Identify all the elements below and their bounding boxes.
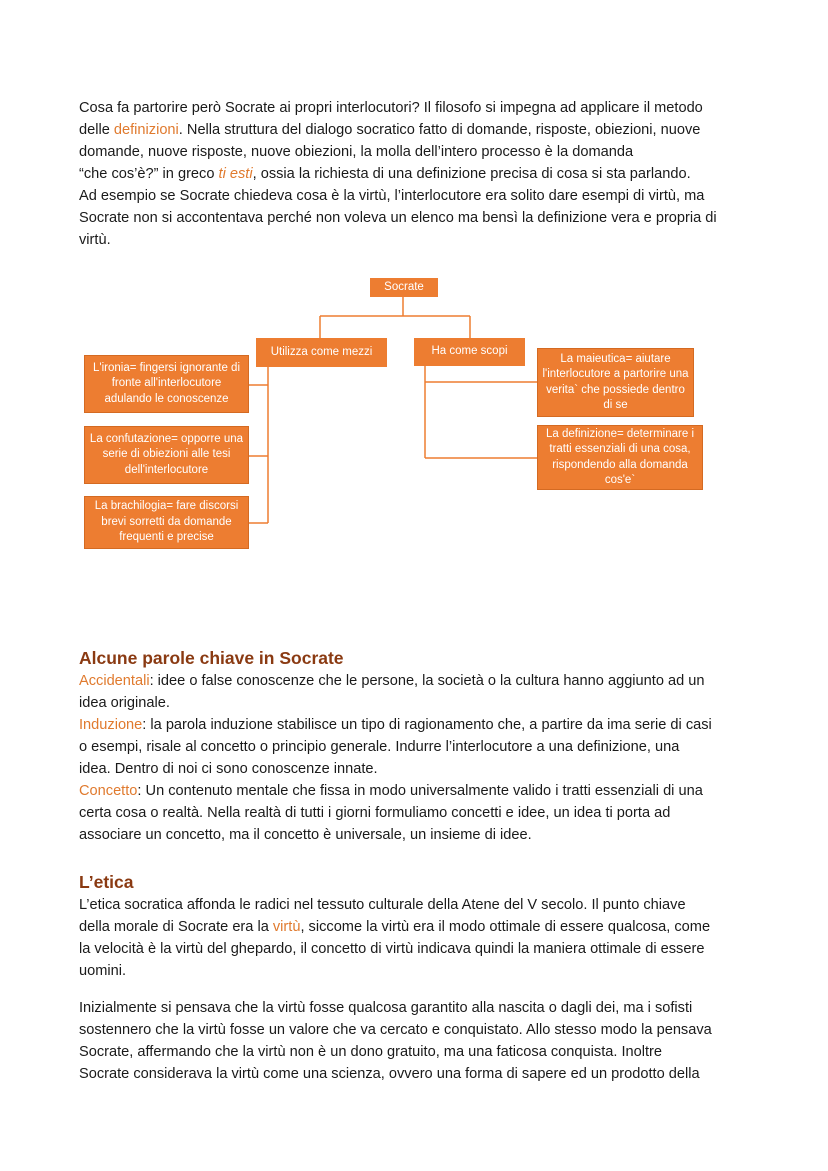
intro-line-6: Socrate non si accontentava perché non voleva un elenco ma bensì la definizione vera e propria di bbox=[79, 210, 717, 226]
ethics-p2-line-2: sostennero che la virtù fosse un valore che va cercato e conquistato. Allo stesso modo la pensava bbox=[79, 1022, 712, 1038]
intro-line-7: virtù. bbox=[79, 232, 111, 248]
ethics-p2-line-3: Socrate, affermando che la virtù non è un dono gratuito, ma una faticosa conquista. Inoltre bbox=[79, 1044, 663, 1060]
ethics-p1-line-4: uomini. bbox=[79, 963, 127, 979]
intro-line-5: Ad esempio se Socrate chiedeva cosa è la virtù, l’interlocutore era solito dare esempi di virtù, ma bbox=[79, 188, 705, 204]
keyword-induzione-cont-1: o esempi, risale al concetto o principio generale. Indurre l’interlocutore a una definizione, una bbox=[79, 739, 680, 755]
keyword-concetto: Concetto bbox=[79, 783, 138, 799]
diagram-mean-confutazione: La confutazione= opporre una serie di obiezioni alle tesi dell'interlocutore bbox=[84, 426, 249, 484]
ethics-p1-line-2: della morale di Socrate era la virtù, siccome la virtù era il modo ottimale di essere qualcosa, come bbox=[79, 919, 711, 935]
ethics-p2-line-1: Inizialmente si pensava che la virtù fosse qualcosa garantito alla nascita o dagli dei, ma i sofisti bbox=[79, 1000, 693, 1016]
ethics-p1-line-3: la velocità è la virtù del ghepardo, il concetto di virtù indicava quindi la maniera ottimale di essere bbox=[79, 941, 705, 957]
diagram-branch-goals: Ha come scopi bbox=[414, 338, 525, 366]
keywords-heading: Alcune parole chiave in Socrate bbox=[79, 648, 344, 668]
keywords-paragraph bbox=[79, 670, 759, 846]
ethics-p2-line-4: Socrate considerava la virtù come una scienza, ovvero una forma di sapere ed un prodotto della bbox=[79, 1066, 700, 1082]
keyword-accidentali: Accidentali bbox=[79, 673, 150, 689]
diagram-branch-means: Utilizza come mezzi bbox=[256, 338, 387, 367]
keyword-induzione-line: Induzione: la parola induzione stabilisce un tipo di ragionamento che, a partire da ima serie di casi bbox=[79, 717, 712, 733]
diagram-goal-definizione: La definizione= determinare i tratti essenziali di una cosa, rispondendo alla domanda cos'e` bbox=[537, 425, 703, 490]
diagram-root-socrate: Socrate bbox=[370, 278, 438, 297]
ethics-paragraph-2 bbox=[79, 997, 759, 1085]
ethics-paragraph-1 bbox=[79, 894, 759, 982]
intro-line-2: delle definizioni. Nella struttura del dialogo socratico fatto di domande, risposte, obiezioni, nuove bbox=[79, 122, 701, 138]
keyword-induzione-cont-2: idea. Dentro di noi ci sono conoscenze innate. bbox=[79, 761, 378, 777]
keyword-concetto-cont-2: associare un concetto, ma il concetto è universale, un insieme di idee. bbox=[79, 827, 532, 843]
intro-line-3: domande, nuove risposte, nuove obiezioni, la molla dell’intero processo è la domanda bbox=[79, 144, 634, 160]
keyword-definizioni: definizioni bbox=[113, 122, 179, 138]
ethics-heading: L’etica bbox=[79, 872, 134, 892]
keyword-virtu: virtù bbox=[272, 919, 301, 935]
intro-line-1: Cosa fa partorire però Socrate ai propri interlocutori? Il filosofo si impegna ad applicare il metodo bbox=[79, 100, 703, 116]
intro-line-4: “che cos’è?” in greco ti esti, ossia la richiesta di una definizione precisa di cosa si sta parlando. bbox=[79, 166, 691, 182]
diagram-mean-ironia: L'ironia= fingersi ignorante di fronte all'interlocutore adulando le conoscenze bbox=[84, 355, 249, 413]
diagram-goal-maieutica: La maieutica= aiutare l'interlocutore a partorire una verita` che possiede dentro di se bbox=[537, 348, 694, 417]
keyword-concetto-line: Concetto: Un contenuto mentale che fissa in modo universalmente valido i tratti essenziali di una bbox=[79, 783, 703, 799]
keyword-accidentali-line: Accidentali: idee o false conoscenze che le persone, la società o la cultura hanno aggiunto ad un bbox=[79, 673, 705, 689]
keyword-ti-esti: ti esti bbox=[218, 166, 253, 182]
keyword-concetto-cont-1: certa cosa o realtà. Nella realtà di tutti i giorni formuliamo concetti e idee, un idea ti porta ad bbox=[79, 805, 671, 821]
keyword-accidentali-cont: idea originale. bbox=[79, 695, 170, 711]
ethics-p1-line-1: L’etica socratica affonda le radici nel tessuto culturale della Atene del V secolo. Il punto chiave bbox=[79, 897, 686, 913]
keyword-induzione: Induzione bbox=[79, 717, 143, 733]
diagram-mean-brachilogia: La brachilogia= fare discorsi brevi sorretti da domande frequenti e precise bbox=[84, 496, 249, 549]
